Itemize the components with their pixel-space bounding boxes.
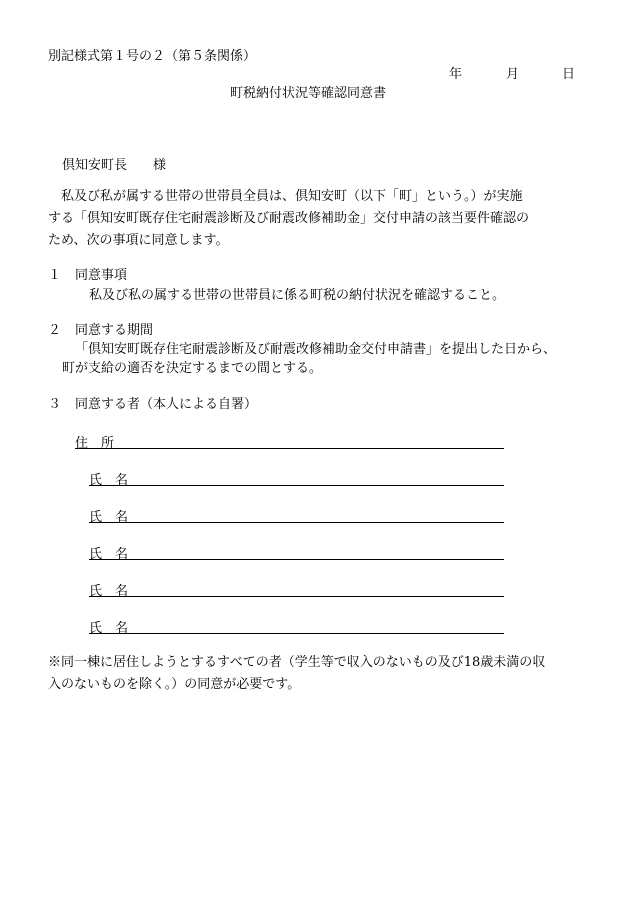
name-field-2[interactable] bbox=[89, 506, 504, 523]
name-label: 氏 名 bbox=[89, 547, 129, 562]
address-field[interactable] bbox=[75, 432, 504, 449]
addressee: 倶知安町長 様 bbox=[62, 158, 167, 173]
section1-number: １ bbox=[48, 268, 62, 283]
section3-number: ３ bbox=[48, 397, 62, 412]
section2-body-line-2: 町が支給の適否を決定するまでの間とする。 bbox=[62, 361, 323, 376]
name-field-4[interactable] bbox=[89, 580, 504, 597]
intro-line-1: 私及び私が属する世帯の世帯員全員は、倶知安町（以下「町」という。）が実施 bbox=[61, 189, 523, 204]
section3-title: 同意する者（本人による自署） bbox=[75, 397, 258, 412]
form-number: 別記様式第１号の２（第５条関係） bbox=[48, 49, 257, 64]
intro-line-3: ため、次の事項に同意します。 bbox=[48, 233, 229, 248]
date-month-label: 月 bbox=[506, 67, 520, 82]
footnote-line-2: 入のないものを除く。）の同意が必要です。 bbox=[48, 677, 301, 692]
date-day-label: 日 bbox=[562, 67, 576, 82]
footnote-line-1: ※同一棟に居住しようとするすべての者（学生等で収入のないもの及び18歳未満の収 bbox=[48, 655, 546, 670]
section2-title: 同意する期間 bbox=[75, 323, 154, 338]
name-label: 氏 名 bbox=[89, 584, 129, 599]
name-field-5[interactable] bbox=[89, 617, 504, 634]
intro-line-2: する「倶知安町既存住宅耐震診断及び耐震改修補助金」交付申請の該当要件確認の bbox=[48, 211, 530, 226]
section2-body-line-1: 「倶知安町既存住宅耐震診断及び耐震改修補助金交付申請書」を提出した日から、 bbox=[75, 342, 557, 357]
section1-title: 同意事項 bbox=[75, 268, 128, 283]
name-label: 氏 名 bbox=[89, 510, 129, 525]
name-label: 氏 名 bbox=[89, 621, 129, 636]
footnote bbox=[48, 652, 545, 696]
date-year-label: 年 bbox=[449, 67, 463, 82]
intro-paragraph bbox=[48, 186, 529, 252]
section1-body: 私及び私の属する世帯の世帯員に係る町税の納付状況を確認すること。 bbox=[89, 288, 506, 303]
address-label: 住 所 bbox=[75, 436, 115, 451]
document-title: 町税納付状況等確認同意書 bbox=[230, 86, 387, 101]
name-field-3[interactable] bbox=[89, 543, 504, 560]
name-field-1[interactable] bbox=[89, 469, 504, 486]
name-label: 氏 名 bbox=[89, 473, 129, 488]
section2-number: ２ bbox=[48, 323, 62, 338]
